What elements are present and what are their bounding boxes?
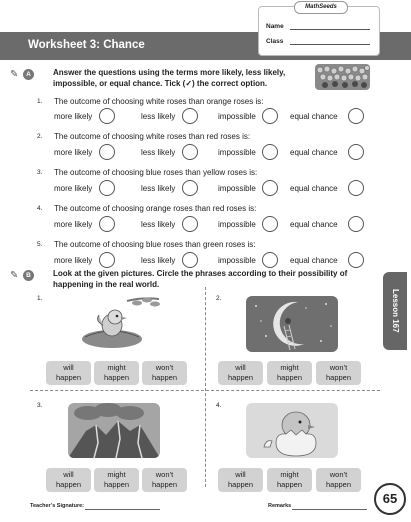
phrase-line: happen — [103, 373, 130, 382]
question-number: 3. — [37, 169, 43, 176]
tick-circle-impossible[interactable] — [262, 180, 278, 196]
phrase-line: won’t — [155, 470, 174, 479]
phrase-line: happen — [276, 480, 303, 489]
phrase-line: won’t — [329, 363, 348, 372]
phrase-line: won’t — [329, 470, 348, 479]
option-equal-chance: equal chance — [290, 256, 338, 265]
moon-ladder-picture — [246, 296, 338, 352]
phrase-line: happen — [151, 373, 178, 382]
pencil-icon: ✎ — [10, 69, 19, 80]
question-text: The outcome of choosing orange roses than red roses is: — [54, 204, 257, 213]
vertical-divider — [205, 287, 206, 487]
option-more-likely: more likely — [54, 184, 93, 193]
picture-number: 1. — [37, 295, 43, 302]
picture-number: 2. — [216, 295, 222, 302]
phrase-line: happen — [55, 480, 82, 489]
will-happen-option[interactable] — [218, 361, 263, 385]
teacher-signature-label: Teacher’s Signature: — [30, 503, 84, 509]
phrase-line: happen — [276, 373, 303, 382]
class-field[interactable] — [290, 44, 370, 45]
wont-happen-option[interactable] — [316, 361, 361, 385]
teacher-signature-field[interactable] — [85, 509, 160, 510]
section-a-instruction-line-1: Answer the questions using the terms more likely, less likely, — [53, 68, 286, 77]
option-impossible: impossible — [218, 220, 256, 229]
phrase-line: happen — [227, 373, 254, 382]
remarks-field[interactable] — [292, 509, 367, 510]
tick-circle-equal-chance[interactable] — [348, 216, 364, 232]
will-happen-option[interactable] — [46, 361, 91, 385]
phrase-line: happen — [103, 480, 130, 489]
question-number: 2. — [37, 133, 43, 140]
roses-photo — [315, 64, 370, 90]
tick-circle-more-likely[interactable] — [99, 144, 115, 160]
question-text: The outcome of choosing blue roses than yellow roses is: — [54, 168, 258, 177]
option-less-likely: less likely — [141, 112, 176, 121]
option-less-likely: less likely — [141, 220, 176, 229]
tick-circle-equal-chance[interactable] — [348, 108, 364, 124]
option-less-likely: less likely — [141, 256, 176, 265]
phrase-line: happen — [55, 373, 82, 382]
will-happen-option[interactable] — [46, 468, 91, 492]
tick-circle-more-likely[interactable] — [99, 216, 115, 232]
phrase-line: happen — [325, 480, 352, 489]
remarks-label: Remarks — [268, 503, 292, 509]
phrase-line: happen — [151, 480, 178, 489]
phrase-line: happen — [227, 480, 254, 489]
might-happen-option[interactable] — [94, 361, 139, 385]
option-impossible: impossible — [218, 184, 256, 193]
horizontal-divider — [30, 390, 380, 391]
phrase-line: might — [107, 363, 126, 372]
option-impossible: impossible — [218, 148, 256, 157]
tick-circle-less-likely[interactable] — [182, 180, 198, 196]
hatching-chick-picture — [246, 403, 338, 458]
tick-circle-equal-chance[interactable] — [348, 252, 364, 268]
picture-number: 3. — [37, 402, 43, 409]
section-a-instruction-line-2: impossible, or equal chance. Tick (✓) the correct option. — [53, 79, 268, 88]
tick-circle-impossible[interactable] — [262, 216, 278, 232]
tick-circle-impossible[interactable] — [262, 108, 278, 124]
class-label: Class — [266, 38, 284, 45]
tick-circle-impossible[interactable] — [262, 144, 278, 160]
volcano-picture — [68, 403, 160, 458]
section-a-marker: A — [23, 69, 34, 80]
option-less-likely: less likely — [141, 148, 176, 157]
section-b-instruction-line-1: Look at the given pictures. Circle the phrases according to their possibility of — [53, 269, 348, 278]
option-more-likely: more likely — [54, 220, 93, 229]
phrase-line: won’t — [155, 363, 174, 372]
tick-circle-equal-chance[interactable] — [348, 180, 364, 196]
tick-circle-more-likely[interactable] — [99, 180, 115, 196]
option-more-likely: more likely — [54, 256, 93, 265]
phrase-line: will — [235, 363, 246, 372]
page-number: 65 — [374, 483, 406, 515]
might-happen-option[interactable] — [267, 361, 312, 385]
might-happen-option[interactable] — [94, 468, 139, 492]
option-equal-chance: equal chance — [290, 112, 338, 121]
wont-happen-option[interactable] — [316, 468, 361, 492]
picture-number: 4. — [216, 402, 222, 409]
phrase-line: will — [63, 363, 74, 372]
phrase-line: will — [235, 470, 246, 479]
question-number: 4. — [37, 205, 43, 212]
worksheet-title: Worksheet 3: Chance — [28, 39, 145, 51]
tick-circle-less-likely[interactable] — [182, 108, 198, 124]
option-impossible: impossible — [218, 256, 256, 265]
phrase-line: will — [63, 470, 74, 479]
wont-happen-option[interactable] — [142, 468, 187, 492]
tick-circle-less-likely[interactable] — [182, 144, 198, 160]
option-equal-chance: equal chance — [290, 220, 338, 229]
phrase-line: might — [280, 363, 299, 372]
section-b-marker: B — [23, 270, 34, 281]
tick-circle-more-likely[interactable] — [99, 252, 115, 268]
option-equal-chance: equal chance — [290, 148, 338, 157]
question-text: The outcome of choosing white roses than orange roses is: — [54, 97, 264, 106]
phrase-line: might — [107, 470, 126, 479]
phrase-line: happen — [325, 373, 352, 382]
lesson-tab-label: Lesson 167 — [391, 289, 400, 333]
section-b-instruction-line-2: happening in the real world. — [53, 280, 160, 289]
tick-circle-less-likely[interactable] — [182, 216, 198, 232]
question-text: The outcome of choosing blue roses than green roses is: — [54, 240, 256, 249]
option-equal-chance: equal chance — [290, 184, 338, 193]
question-text: The outcome of choosing white roses than red roses is: — [54, 132, 251, 141]
will-happen-option[interactable] — [218, 468, 263, 492]
brand-logo: MathSeeds — [294, 1, 348, 14]
might-happen-option[interactable] — [267, 468, 312, 492]
name-field[interactable] — [290, 29, 370, 30]
bird-nest-picture — [67, 295, 162, 351]
question-number: 1. — [37, 98, 43, 105]
option-less-likely: less likely — [141, 184, 176, 193]
name-label: Name — [266, 23, 284, 30]
tick-circle-more-likely[interactable] — [99, 108, 115, 124]
pencil-icon: ✎ — [10, 270, 19, 281]
tick-circle-less-likely[interactable] — [182, 252, 198, 268]
phrase-line: might — [280, 470, 299, 479]
option-impossible: impossible — [218, 112, 256, 121]
tick-circle-impossible[interactable] — [262, 252, 278, 268]
question-number: 5. — [37, 241, 43, 248]
option-more-likely: more likely — [54, 112, 93, 121]
option-more-likely: more likely — [54, 148, 93, 157]
wont-happen-option[interactable] — [142, 361, 187, 385]
tick-circle-equal-chance[interactable] — [348, 144, 364, 160]
